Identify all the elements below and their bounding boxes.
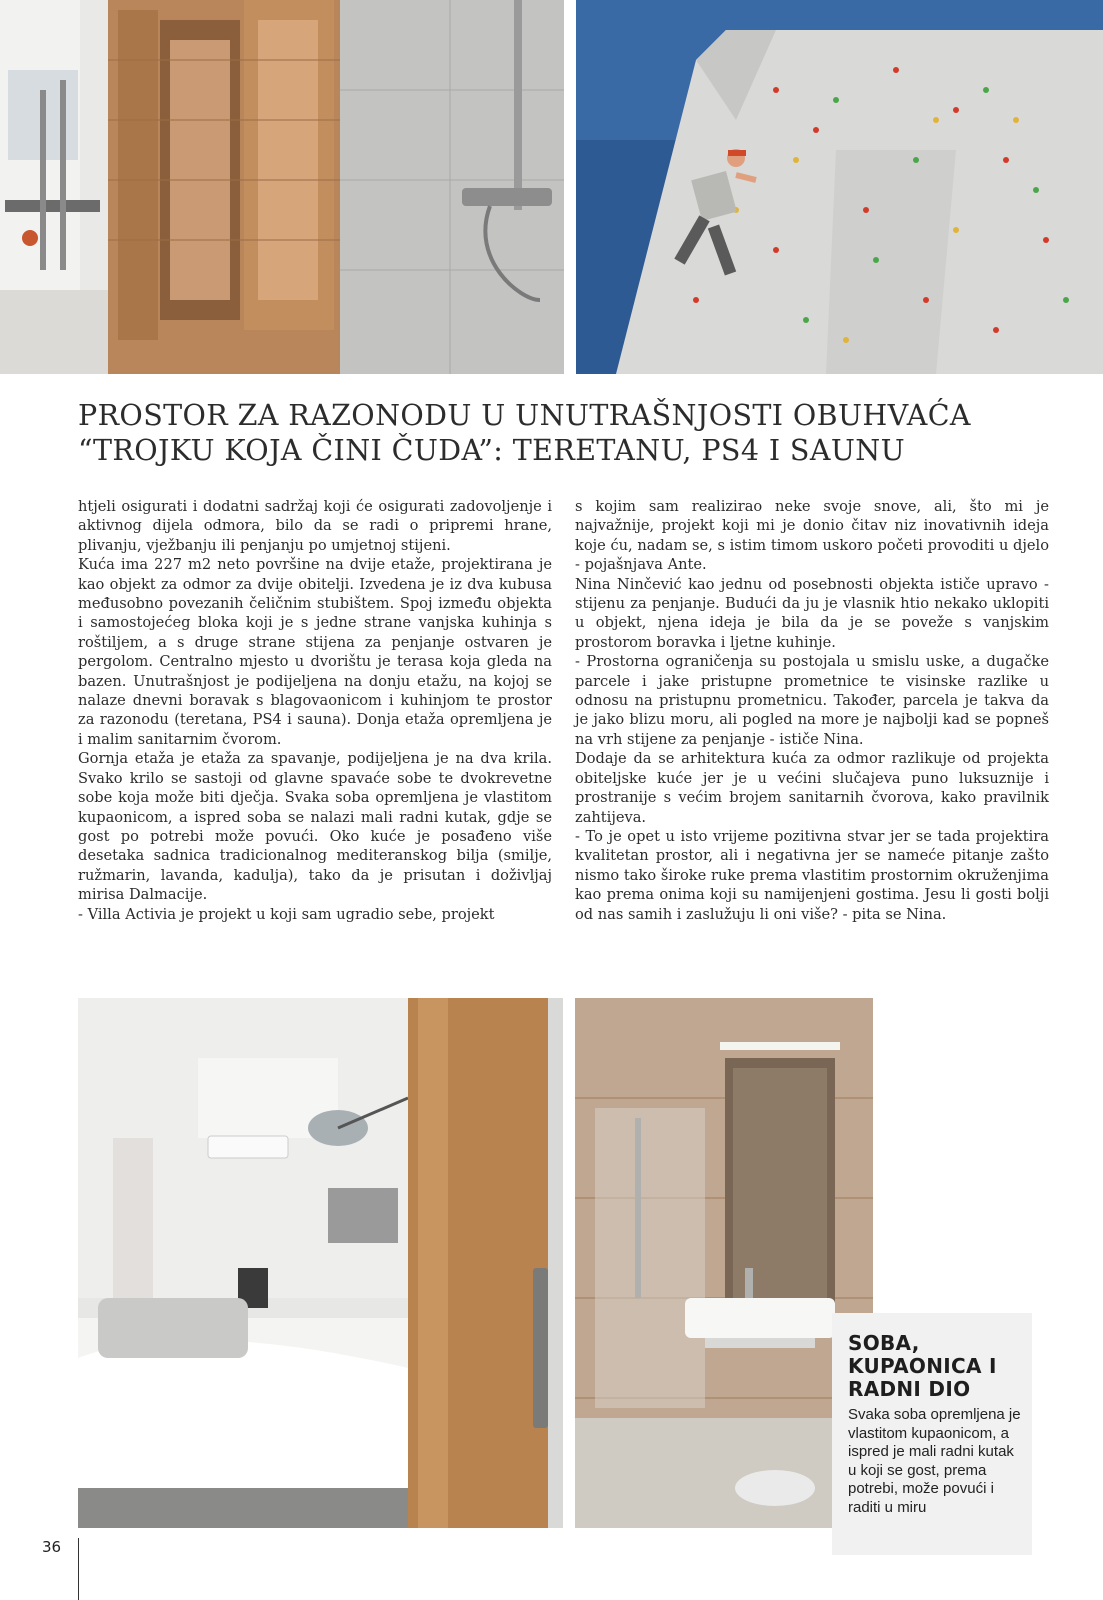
caption-title: SOBA, KUPAONICA I RADNI DIO	[848, 1331, 997, 1401]
headline-line-2: “TROJKU KOJA ČINI ČUDA”: TERETANU, PS4 I SAUNU	[78, 434, 906, 467]
article-column-right	[575, 497, 1049, 924]
paragraph: s kojim sam realizirao neke svoje snove, ali, što mi je najvažnije, projekt koji mi je donio čitav niz inovativnih ideja koje ću, nadam se, s istim timom uskoro početi provoditi u djelo - pojašnjava Ante.	[575, 498, 1049, 574]
caption-text: Svaka soba opremljena je vlastitom kupaonicom, a ispred je mali radni kutak u koji se gost, prema potrebi, može povući i raditi u miru	[848, 1406, 1021, 1516]
paragraph: Gornja etaža je etaža za spavanje, podijeljena je na dva krila. Svako krilo se sastoji od glavne spavaće sobe te dvokrevetne sobe koja može biti dječja. Svaka soba opremljena je vlastitom kupaonicom, a ispred soba se nalazi mali radni kutak, gdje se gost po potrebi može povući. Oko kuće je posađeno više desetaka sadnica tradicionalnog mediteranskog bilja (smilje, ružmarin, lavanda, kadulja), tako da je prisutan i doživljaj mirisa Dalmacije.	[78, 750, 552, 904]
bedroom-photo	[78, 998, 563, 1528]
paragraph: htjeli osigurati i dodatni sadržaj koji će osigurati zadovoljenje i aktivnog dijela odmora, bilo da se radi o pripremi hrane, plivanju, vježbanju ili penjanju po umjetnoj stijeni.	[78, 498, 552, 554]
paragraph: - Prostorna ograničenja su postojala u smislu uske, a dugačke parcele i jake pristupne prometnice te visinske razlike u odnosu na pristupnu prometnicu. Također, parcela je takva da je jako blizu moru, ali pogled na more je najbolji kad se popneš na vrh stijene za penjanje - ističe Nina.	[575, 653, 1049, 748]
paragraph: Kuća ima 227 m2 neto površine na dvije etaže, projektirana je kao objekt za odmor za dvije obitelji. Izvedena je iz dva kubusa međusobno povezanih čeličnim stubištem. Spoj između objekta i samostojećeg bloka koji je s jedne strane vanjska kuhinja s roštiljem, a s druge strane stijena za penjanje ostvaren je pergolom. Centralno mjesto u dvorištu je terasa koja gleda na bazen. Unutrašnjost je podijeljena na donju etažu, na kojoj se nalaze dnevni boravak s blagovaonicom i kuhinjom te prostor za razonodu (teretana, PS4 i sauna). Donja etaža opremljena je i malim sanitarnim čvorom.	[78, 556, 552, 748]
headline-line-1: PROSTOR ZA RAZONODU U UNUTRAŠNJOSTI OBUHVAĆA	[78, 399, 971, 432]
climbing-wall-photo	[576, 0, 1103, 374]
article-column-left	[78, 497, 552, 924]
paragraph: Dodaje da se arhitektura kuća za odmor razlikuje od projekta obiteljske kuće jer je u većini slučajeva puno luksuznije i prostranije s većim brojem sanitarnih čvorova, kako pravilnik zahtijeva.	[575, 750, 1049, 826]
paragraph: Nina Ninčević kao jednu od posebnosti objekta ističe upravo - stijenu za penjanje. Budući da ju je vlasnik htio nekako uklopiti u objekt, njena ideja je bila da je se poveže s vanjskim prostorom boravka i ljetne kuhinje.	[575, 575, 1049, 651]
page-number: 36	[42, 1538, 62, 1556]
paragraph: - Villa Activia je projekt u koji sam ugradio sebe, projekt	[78, 905, 495, 923]
headline	[78, 398, 1038, 468]
sauna-gym-shower-photo	[0, 0, 564, 374]
paragraph: - To je opet u isto vrijeme pozitivna stvar jer se tada projektira kvalitetan prostor, ali i negativna jer se nameće pitanje zašto nismo tako široke ruke prema vlastitim prostornim okruženjima kao prema onima koji su namijenjeni gostima. Jesu li gosti bolji od nas samih i zaslužuju li oni više? - pita se Nina.	[575, 827, 1049, 923]
bathroom-photo	[575, 998, 873, 1528]
page-rule	[78, 1538, 79, 1600]
